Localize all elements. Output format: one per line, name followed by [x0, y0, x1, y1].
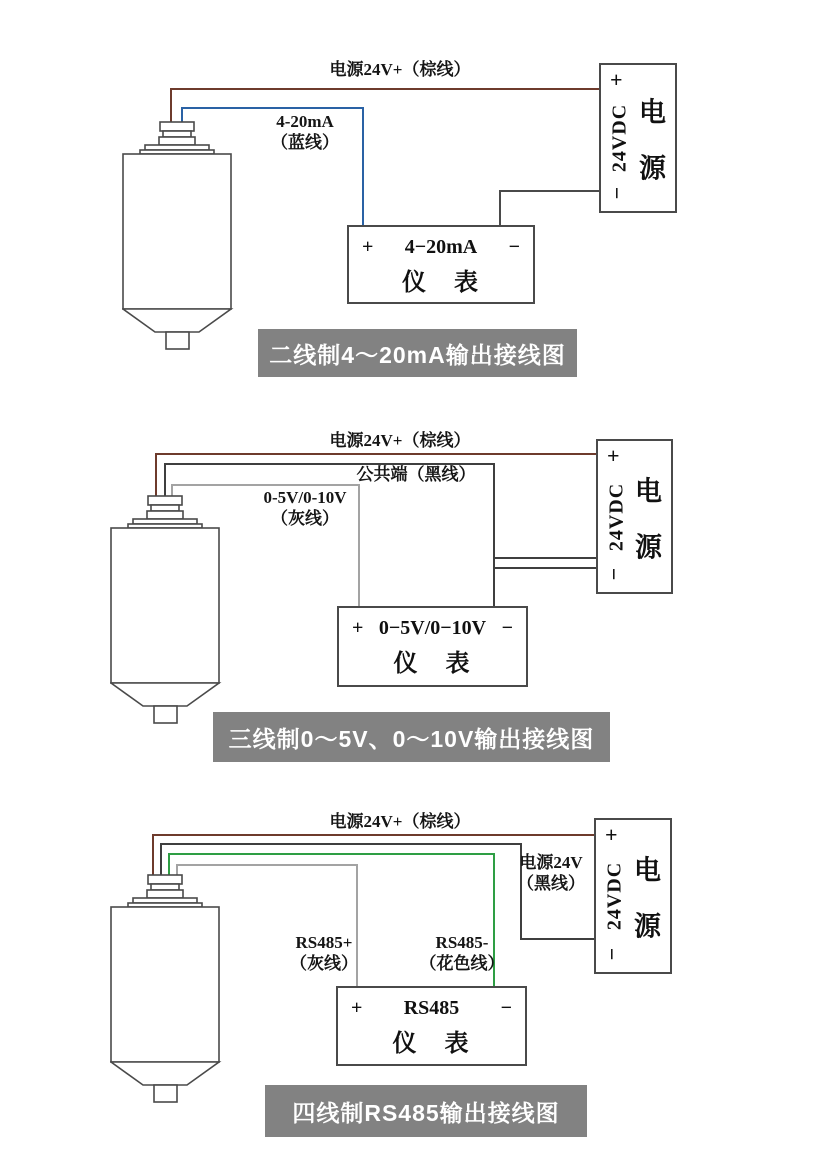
pressure-sensor-drawing	[122, 121, 234, 353]
common-wire-black	[493, 567, 598, 569]
supply-voltage-label: 24VDC	[605, 482, 628, 551]
meter-box	[347, 225, 535, 304]
meter-range: 4−20mA	[404, 236, 478, 258]
common-wire-black	[164, 463, 166, 498]
common-wire-black	[493, 463, 495, 608]
signal-wire-label: 4-20mA （蓝线）	[271, 112, 339, 152]
power-supply-box	[596, 439, 673, 594]
meter-plus-terminal: +	[351, 997, 363, 1019]
rs485-minus-wire-label: RS485- （花色线）	[419, 933, 505, 973]
meter-range: RS485	[403, 997, 460, 1019]
meter-range: 0−5V/0−10V	[378, 617, 487, 639]
meter-plus-terminal: +	[362, 236, 374, 258]
caption-banner: 四线制RS485输出接线图	[265, 1085, 587, 1137]
power-wire-brown	[170, 88, 172, 124]
power-supply-box	[594, 818, 672, 974]
power-return-wire-black	[160, 843, 162, 878]
supply-name-label: 电 源	[635, 476, 662, 562]
signal-wire-gray	[358, 484, 360, 608]
common-wire-black	[493, 557, 598, 559]
return-wire	[499, 190, 599, 192]
power-return-wire-black	[520, 938, 596, 940]
supply-minus-terminal: −	[601, 567, 627, 581]
power-supply-box	[599, 63, 677, 213]
meter-name: 仪 表	[393, 651, 472, 677]
meter-minus-terminal: −	[500, 997, 512, 1019]
power-wire-brown	[170, 88, 601, 90]
pressure-sensor-drawing	[110, 495, 222, 727]
supply-minus-terminal: −	[604, 186, 630, 200]
return-wire	[499, 190, 501, 227]
power-wire-brown	[155, 453, 598, 455]
power-wire-brown	[152, 834, 596, 836]
supply-voltage-label: 24VDC	[603, 861, 626, 931]
pressure-sensor-drawing	[110, 874, 222, 1106]
signal-wire-label: 0-5V/0-10V （灰线）	[263, 488, 347, 528]
meter-name: 仪 表	[402, 270, 480, 296]
rs485-plus-wire-label: RS485+ （灰线）	[290, 933, 358, 973]
power-wire-label: 电源24V+（棕线）	[329, 431, 471, 450]
power-wire-label: 电源24V+（棕线）	[329, 812, 471, 831]
power-wire-brown	[152, 834, 154, 878]
meter-minus-terminal: −	[508, 236, 520, 258]
meter-minus-terminal: −	[501, 617, 513, 639]
supply-name-label: 电 源	[634, 855, 661, 942]
supply-plus-terminal: +	[605, 822, 618, 847]
supply-minus-terminal: −	[599, 947, 625, 961]
caption-banner: 二线制4～20mA输出接线图	[258, 329, 577, 377]
meter-plus-terminal: +	[352, 617, 364, 639]
power-return-wire-label: 电源24V （黑线）	[517, 853, 585, 893]
power-wire-label: 电源24V+（棕线）	[329, 60, 471, 79]
power-return-wire-black	[160, 843, 522, 845]
supply-name-label: 电 源	[639, 97, 666, 184]
signal-wire-blue	[362, 107, 364, 227]
power-wire-brown	[155, 453, 157, 498]
rs485-minus-wire-green	[168, 853, 495, 855]
supply-voltage-label: 24VDC	[608, 103, 631, 173]
rs485-plus-wire-gray	[176, 864, 358, 866]
meter-name: 仪 表	[392, 1031, 471, 1057]
caption-banner: 三线制0～5V、0～10V输出接线图	[213, 712, 610, 762]
signal-wire-gray	[171, 484, 360, 486]
signal-wire-blue	[181, 107, 364, 109]
meter-box	[337, 606, 528, 687]
common-wire-label: 公共端（黑线）	[356, 465, 476, 484]
meter-box	[336, 986, 527, 1066]
supply-plus-terminal: +	[607, 443, 620, 468]
supply-plus-terminal: +	[610, 67, 623, 92]
